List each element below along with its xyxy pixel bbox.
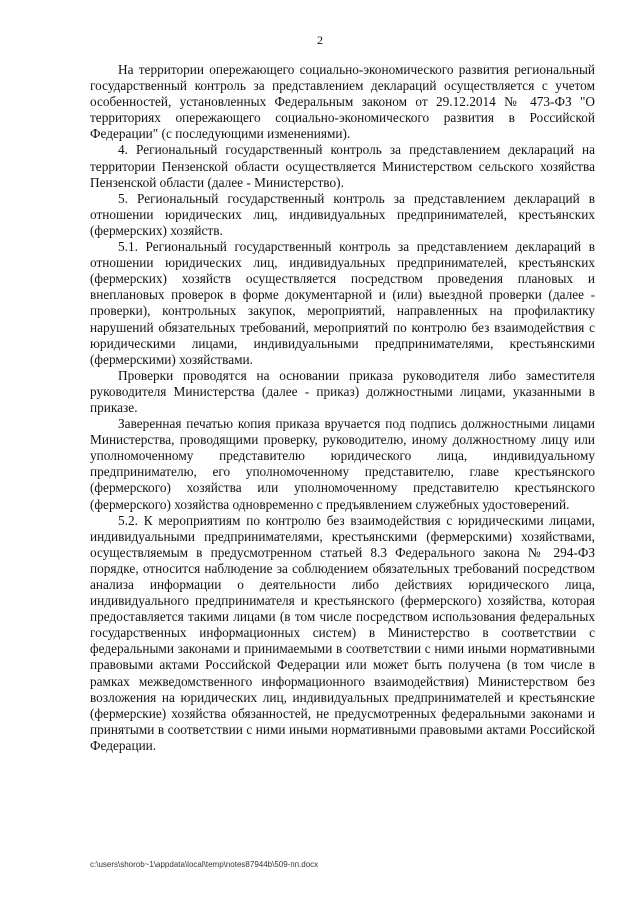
footer-file-path: c:\users\shorob~1\appdata\local\temp\notes87944b\509-пп.docx (90, 860, 319, 869)
paragraph-inspections: Проверки проводятся на основании приказа руководителя либо заместителя руководителя Министерства (далее - приказ) должностными лицами, указанными в приказе. (90, 367, 595, 415)
paragraph-4: 4. Региональный государственный контроль за представлением деклараций на территории Пензенской области осуществляется Министерством сельского хозяйства Пензенской области (далее - Министерство). (90, 142, 595, 190)
paragraph-order-copy: Заверенная печатью копия приказа вручается под подпись должностными лицами Министерства, проводящими проверку, руководителю, иному должностному лицу или уполномоченному представителю юридического лица, индивидуальному предпринимателю, его уполномоченному представителю, главе крестьянского (фермерского) хозяйства или уполномоченному представителю крестьянского (фермерского) хозяйства одновременно с предъявлением служебных удостоверений. (90, 416, 595, 512)
page-number: 2 (317, 33, 323, 47)
paragraph-5-2: 5.2. К мероприятиям по контролю без взаимодействия с юридическими лицами, индивидуальными предпринимателями, крестьянскими (фермерскими) хозяйствами, осуществляемым в предусмотренном статьей 8.3 Федерального закона № 294-ФЗ порядке, относится наблюдение за соблюдением обязательных требований посредством анализа информации о деятельности либо действиях юридического лица, индивидуального предпринимателя и крестьянского (фермерского) хозяйства, которая предоставляется такими лицами (в том числе посредством использования федеральных государственных информационных систем) в Министерство в соответствии с федеральными законами и принимаемыми в соответствии с ними иными нормативными правовыми актами Российской Федерации или может быть получена (в том числе в рамках межведомственного информационного взаимодействия) Министерством без возложения на юридических лиц, индивидуальных предпринимателей и крестьянские (фермерские) хозяйства обязанностей, не предусмотренных федеральными законами и принятыми в соответствии с ними иными нормативными правовыми актами Российской Федерации. (90, 512, 595, 753)
paragraph-tor-control: На территории опережающего социально-экономического развития региональный государственный контроль за представлением деклараций осуществляется с учетом особенностей, установленных Федеральным законом от 29.12.2014 № 473-ФЗ "О территориях опережающего социально-экономического развития в Российской Федерации" (с последующими изменениями). (90, 62, 595, 142)
paragraph-5-1: 5.1. Региональный государственный контроль за представлением деклараций в отношении юридических лиц, индивидуальных предпринимателей, крестьянских (фермерских) хозяйств осуществляется посредством проведения плановых и внеплановых проверок в форме документарной и (или) выездной проверки (далее - проверки), контрольных закупок, мероприятий, направленных на профилактику нарушений обязательных требований, мероприятий по контролю без взаимодействия с юридическими лицами, индивидуальными предпринимателями, крестьянскими (фермерскими) хозяйствами. (90, 239, 595, 367)
paragraph-5: 5. Региональный государственный контроль за представлением деклараций в отношении юридических лиц, индивидуальных предпринимателей, крестьянских (фермерских) хозяйств. (90, 190, 595, 238)
document-body (90, 62, 595, 754)
